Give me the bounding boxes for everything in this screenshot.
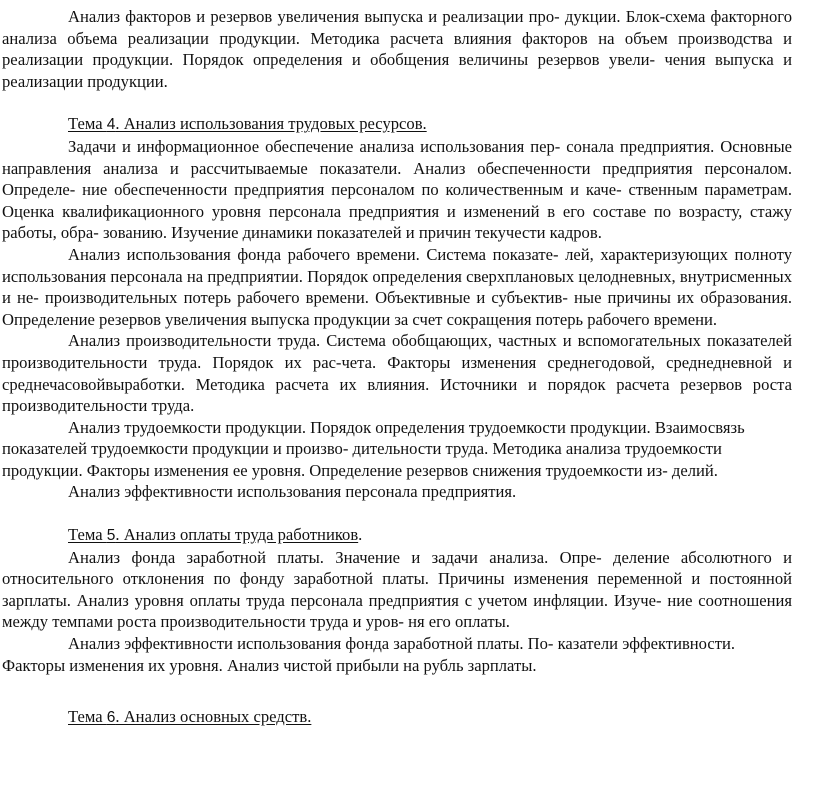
topic-4-title: . Анализ использования трудовых ресурсов. xyxy=(115,114,427,134)
intro-paragraph: Анализ факторов и резервов увеличения выпуска и реализации про- дукции. Блок-схема факторного анализа объема реализации продукции. Методика расчета влияния факторов на объем производства и реализации продукции. Порядок определения и обобщения величины резервов увели- чения выпуска и реализации продукции. xyxy=(2,7,792,91)
topic-4-heading xyxy=(2,113,792,136)
topic-4-paragraph-5: Анализ эффективности использования персонала предприятия. xyxy=(68,482,517,502)
topic-5-number: 5 xyxy=(106,527,116,545)
topic-4-paragraph-4: Анализ трудоемкости продукции. Порядок определения трудоемкости продукции. Взаимосвязь показателей трудоемкости продукции и произво- дительности труда. Методика анализа трудоемкости продукции. Факторы изменения ее уровня. Определение резервов снижения трудоемкости из- делий. xyxy=(2,417,745,480)
topic-4-paragraph-2: Анализ использования фонда рабочего времени. Система показате- лей, характеризующих полноту использования персонала на предприятии. Порядок определения сверхплановых целодневных, внутрисменных и не- производительных потерь рабочего времени. Объективные и субъектив- ные причины их образования. Определение резервов увеличения выпуска продукции за счет сокращения потерь рабочего времени. xyxy=(2,244,792,329)
topic-4-prefix: Тема xyxy=(68,114,107,134)
topic-6-number: 6 xyxy=(106,709,116,727)
document-page xyxy=(2,6,792,729)
topic-6-title: . Анализ основных средств. xyxy=(115,707,312,727)
topic-5-title: . Анализ оплаты труда работников xyxy=(115,525,359,545)
topic-5-trailing: . xyxy=(358,525,363,545)
topic-5-prefix: Тема xyxy=(68,525,107,545)
spacer xyxy=(2,676,792,706)
topic-4-paragraph-1: Задачи и информационное обеспечение анализа использования пер- сонала предприятия. Основные направления анализа и рассчитываемые показатели. Анализ обеспеченности предприятия персоналом. Определе- ние обеспеченности предприятия персоналом по количественным и каче- ственным параметрам. Оценка квалификационного уровня персонала предприятия и изменений в его составе по возрасту, стажу работы, обра- зованию. Изучение динамики показателей и причин текучести кадров. xyxy=(2,136,792,243)
topic-5-paragraph-1: Анализ фонда заработной платы. Значение и задачи анализа. Опре- деление абсолютного и относительного отклонения по фонду заработной платы. Причины изменения переменной и постоянной зарплаты. Анализ уровня оплаты труда персонала предприятия с учетом инфляции. Изуче- ние соотношения между темпами роста производительности труда и уров- ня его оплаты. xyxy=(2,547,792,632)
topic-5-heading xyxy=(2,524,792,547)
topic-5-paragraph-2: Анализ эффективности использования фонда заработной платы. По- казатели эффективности. Факторы изменения их уровня. Анализ чистой прибыли на рубль зарплаты. xyxy=(2,634,736,675)
topic-4-number: 4 xyxy=(106,116,116,134)
topic-4-paragraph-3: Анализ производительности труда. Система обобщающих, частных и вспомогательных показателей производительности труда. Порядок их рас-чета. Факторы изменения среднегодовой, среднедневной и среднечасовойвыработки. Методика расчета их влияния. Источники и порядок расчета резервов роста производительности труда. xyxy=(2,331,792,416)
topic-5-heading-text xyxy=(68,525,358,544)
topic-6-heading xyxy=(2,706,792,729)
spacer xyxy=(2,503,792,524)
topic-6-prefix: Тема xyxy=(68,707,107,727)
spacer xyxy=(2,92,792,113)
topic-6-heading-text xyxy=(68,707,311,726)
topic-4-heading-text xyxy=(68,114,427,133)
